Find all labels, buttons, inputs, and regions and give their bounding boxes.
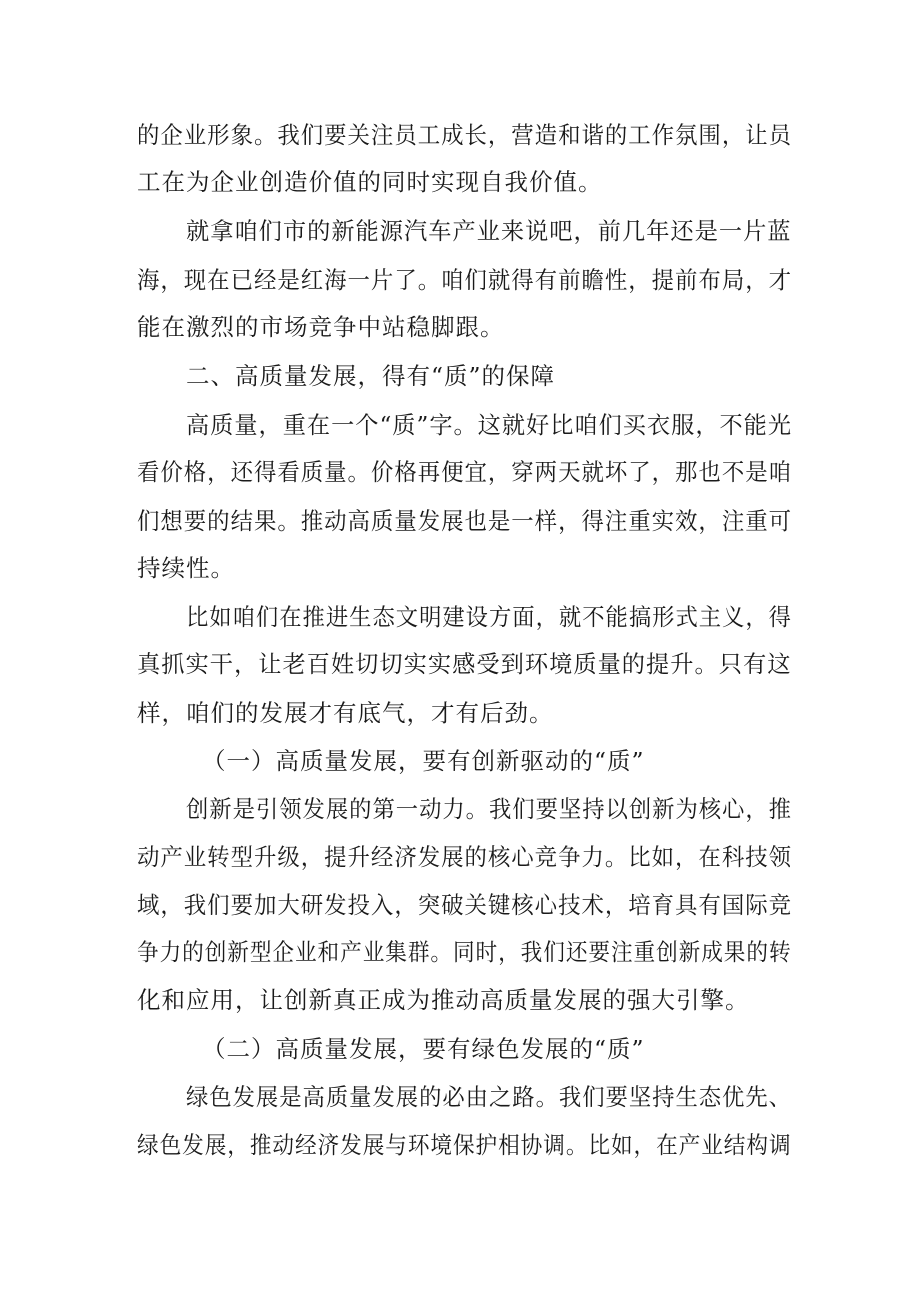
body-text-line: 创新是引领发展的第一动力。我们要坚持以创新为核心，推 (186, 795, 792, 823)
body-text-line: 动产业转型升级，提升经济发展的核心竞争力。比如，在科技领 (137, 843, 792, 871)
body-text-line: 真抓实干，让老百姓切切实实感受到环境质量的提升。只有这 (137, 650, 792, 678)
body-text-line: 能在激烈的市场竞争中站稳脚跟。 (137, 313, 505, 341)
body-text-line: 工在为企业创造价值的同时实现自我价值。 (137, 168, 603, 196)
subsection-heading: （一）高质量发展，要有创新驱动的“质” (202, 747, 645, 775)
body-text-line: 样，咱们的发展才有底气，才有后劲。 (137, 699, 554, 727)
body-text-line: 的企业形象。我们要关注员工成长，营造和谐的工作氛围，让员 (137, 121, 792, 149)
body-text-line: 高质量，重在一个“质”字。这就好比咱们买衣服，不能光 (186, 411, 793, 439)
body-text-line: 域，我们要加大研发投入，突破关键核心技术，培育具有国际竞 (137, 891, 792, 919)
body-text-line: 比如咱们在推进生态文明建设方面，就不能搞形式主义，得 (186, 603, 792, 631)
body-text-line: 们想要的结果。推动高质量发展也是一样，得注重实效，注重可 (137, 507, 792, 535)
body-text-line: 海，现在已经是红海一片了。咱们就得有前瞻性，提前布局，才 (137, 266, 792, 294)
body-text-line: 绿色发展，推动经济发展与环境保护相协调。比如，在产业结构调 (137, 1131, 792, 1159)
body-text-line: 看价格，还得看质量。价格再便宜，穿两天就坏了，那也不是咱 (137, 458, 792, 486)
subsection-heading: （二）高质量发展，要有绿色发展的“质” (202, 1035, 645, 1063)
body-text-line: 绿色发展是高质量发展的必由之路。我们要坚持生态优先、 (186, 1083, 792, 1111)
body-text-line: 持续性。 (137, 554, 235, 582)
body-text-line: 就拿咱们市的新能源汽车产业来说吧，前几年还是一片蓝 (186, 217, 792, 245)
body-text-line: 争力的创新型企业和产业集群。同时，我们还要注重创新成果的转 (137, 938, 792, 966)
section-heading: 二、高质量发展，得有“质”的保障 (186, 362, 556, 390)
body-text-line: 化和应用，让创新真正成为推动高质量发展的强大引擎。 (137, 986, 750, 1014)
